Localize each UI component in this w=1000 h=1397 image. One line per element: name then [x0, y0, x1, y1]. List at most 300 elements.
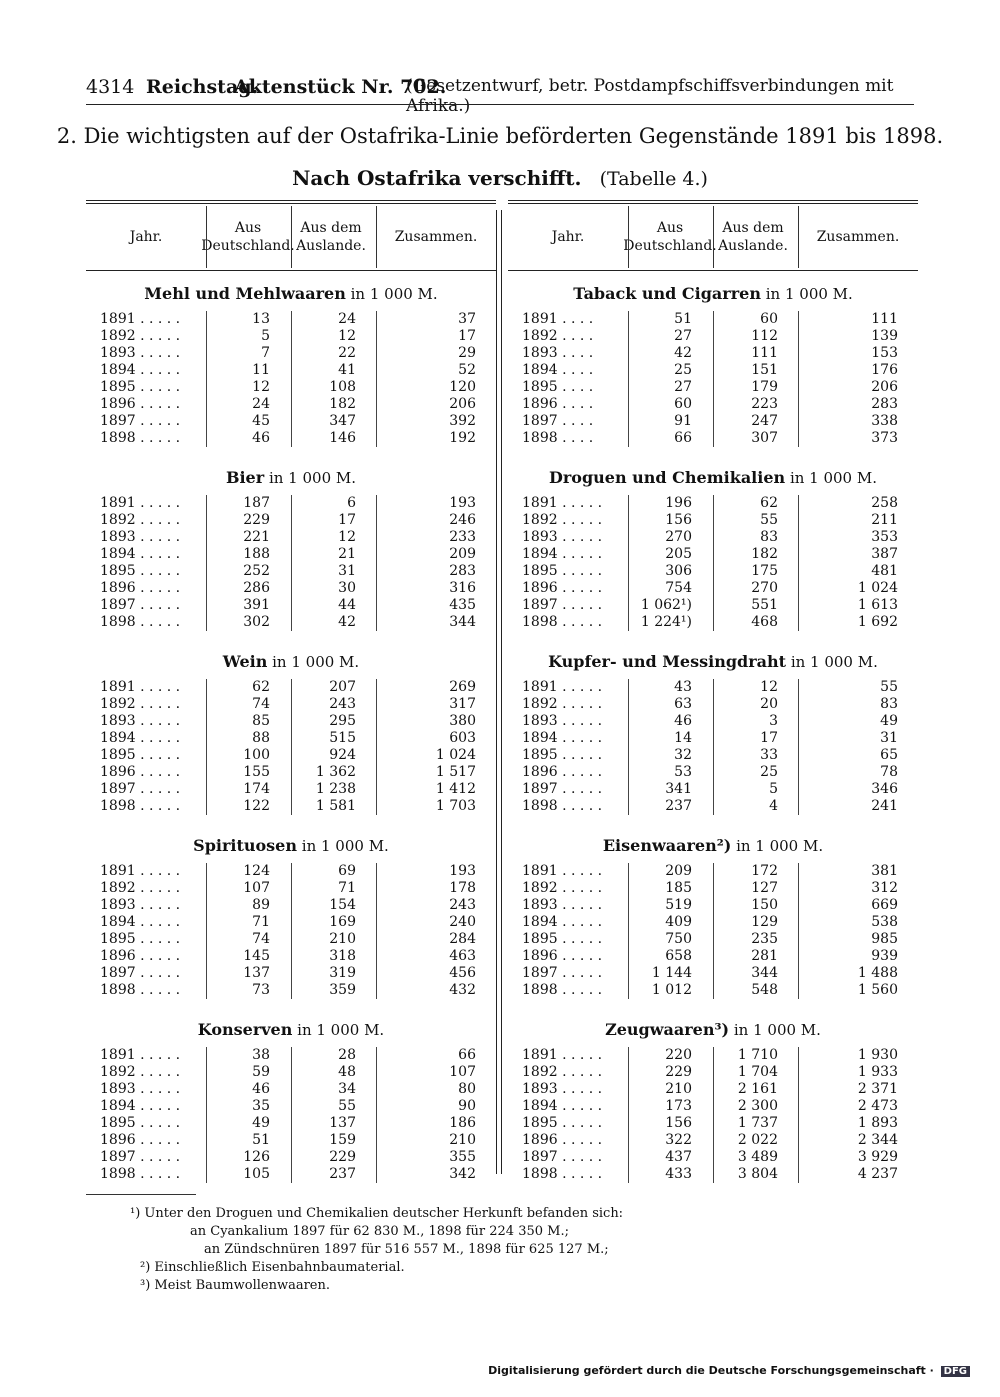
column-divider — [206, 863, 207, 999]
footnote-1b: an Zündschnüren 1897 für 516 557 M., 1898 für 625 127 M.; — [204, 1242, 609, 1257]
table-top-rule — [508, 200, 918, 201]
row-year: 1891 . . . . . — [100, 679, 181, 695]
value-zusammen: 37 — [458, 311, 476, 327]
row-year: 1894 . . . . — [522, 362, 594, 378]
value-aus-deutschland: 46 — [674, 713, 692, 729]
section-unit: in 1 000 M. — [765, 285, 853, 303]
value-aus-deutschland: 145 — [243, 948, 270, 964]
column-divider — [376, 311, 377, 447]
value-aus-deutschland: 437 — [665, 1149, 692, 1165]
value-aus-dem-auslande: 1 704 — [737, 1064, 778, 1080]
value-aus-deutschland: 205 — [665, 546, 692, 562]
row-year: 1898 . . . . . — [100, 1166, 181, 1182]
row-year: 1893 . . . . . — [100, 713, 181, 729]
value-aus-dem-auslande: 28 — [338, 1047, 356, 1063]
header-column-divider — [376, 206, 377, 268]
table-subtitle — [0, 166, 1000, 190]
value-aus-dem-auslande: 12 — [338, 328, 356, 344]
value-zusammen: 258 — [871, 495, 898, 511]
value-zusammen: 186 — [449, 1115, 476, 1131]
value-zusammen: 178 — [449, 880, 476, 896]
section-unit: in 1 000 M. — [301, 837, 389, 855]
value-aus-dem-auslande: 210 — [329, 931, 356, 947]
section-title — [508, 284, 918, 304]
column-divider — [713, 311, 714, 447]
value-aus-deutschland: 13 — [252, 311, 270, 327]
value-aus-dem-auslande: 137 — [329, 1115, 356, 1131]
column-divider — [628, 863, 629, 999]
row-year: 1897 . . . . — [522, 413, 594, 429]
value-aus-deutschland: 46 — [252, 430, 270, 446]
page-title: 2. Die wichtigsten auf der Ostafrika-Linie beförderten Gegenstände 1891 bis 1898. — [56, 124, 944, 148]
value-aus-dem-auslande: 344 — [751, 965, 778, 981]
header-reichstag: Reichstag. — [146, 76, 259, 98]
column-header-zusammen: Zusammen. — [394, 229, 478, 245]
section-title — [86, 284, 496, 304]
value-aus-deutschland: 63 — [674, 696, 692, 712]
section-unit: in 1 000 M. — [350, 285, 438, 303]
section-name: Mehl und Mehlwaaren — [144, 284, 346, 303]
row-year: 1894 . . . . . — [100, 546, 181, 562]
header-column-divider — [628, 206, 629, 268]
column-divider — [291, 679, 292, 815]
value-aus-deutschland: 433 — [665, 1166, 692, 1182]
column-divider — [798, 863, 799, 999]
value-zusammen: 355 — [449, 1149, 476, 1165]
footnote-1a: an Cyankalium 1897 für 62 830 M., 1898 für 224 350 M.; — [190, 1224, 569, 1239]
value-aus-dem-auslande: 71 — [338, 880, 356, 896]
value-zusammen: 2 473 — [857, 1098, 898, 1114]
value-zusammen: 1 893 — [857, 1115, 898, 1131]
row-year: 1895 . . . . . — [100, 931, 181, 947]
header-column-divider — [206, 206, 207, 268]
value-aus-dem-auslande: 159 — [329, 1132, 356, 1148]
row-year: 1892 . . . . . — [100, 880, 181, 896]
section-name: Bier — [225, 468, 265, 487]
row-year: 1897 . . . . . — [100, 1149, 181, 1165]
row-year: 1892 . . . . . — [522, 1064, 603, 1080]
value-aus-deutschland: 74 — [252, 696, 270, 712]
row-year: 1894 . . . . . — [522, 546, 603, 562]
value-zusammen: 1 703 — [435, 798, 476, 814]
row-year: 1891 . . . . . — [100, 1047, 181, 1063]
row-year: 1897 . . . . . — [522, 965, 603, 981]
value-aus-deutschland: 73 — [252, 982, 270, 998]
digitization-text: Digitalisierung gefördert durch die Deutsche Forschungsgemeinschaft · — [488, 1364, 934, 1377]
row-year: 1891 . . . . . — [522, 863, 603, 879]
value-zusammen: 49 — [880, 713, 898, 729]
section-name: Droguen und Chemikalien — [548, 468, 786, 487]
value-zusammen: 603 — [449, 730, 476, 746]
row-year: 1895 . . . . . — [100, 747, 181, 763]
column-divider — [376, 679, 377, 815]
row-year: 1891 . . . . . — [100, 863, 181, 879]
header-bottom-rule — [86, 270, 496, 271]
value-zusammen: 344 — [449, 614, 476, 630]
value-aus-dem-auslande: 41 — [338, 362, 356, 378]
header-column-divider — [291, 206, 292, 268]
value-aus-dem-auslande: 20 — [760, 696, 778, 712]
value-aus-dem-auslande: 1 581 — [315, 798, 356, 814]
value-zusammen: 283 — [449, 563, 476, 579]
value-zusammen: 1 412 — [435, 781, 476, 797]
column-divider — [798, 311, 799, 447]
value-aus-deutschland: 286 — [243, 580, 270, 596]
table-top-rule — [86, 200, 496, 201]
row-year: 1892 . . . . . — [522, 696, 603, 712]
value-aus-dem-auslande: 207 — [329, 679, 356, 695]
value-aus-deutschland: 107 — [243, 880, 270, 896]
value-aus-dem-auslande: 2 161 — [737, 1081, 778, 1097]
value-aus-dem-auslande: 55 — [760, 512, 778, 528]
row-year: 1896 . . . . . — [100, 948, 181, 964]
section-unit: in 1 000 M. — [268, 469, 357, 487]
value-aus-deutschland: 25 — [674, 362, 692, 378]
section-title — [86, 836, 496, 856]
value-aus-dem-auslande: 3 — [769, 713, 778, 729]
value-aus-dem-auslande: 270 — [751, 580, 778, 596]
column-divider — [376, 1047, 377, 1183]
section-name: Eisenwaaren²) — [602, 836, 732, 855]
value-aus-deutschland: 220 — [665, 1047, 692, 1063]
column-divider — [798, 495, 799, 631]
column-divider — [628, 679, 629, 815]
value-aus-deutschland: 1 224¹) — [640, 614, 692, 630]
column-header-aus-dem-auslande: Aus dem Auslande. — [718, 220, 788, 254]
row-year: 1898 . . . . — [522, 430, 594, 446]
section-name: Taback und Cigarren — [573, 284, 761, 303]
row-year: 1895 . . . . — [522, 379, 594, 395]
value-zusammen: 243 — [449, 897, 476, 913]
value-aus-dem-auslande: 22 — [338, 345, 356, 361]
value-aus-deutschland: 100 — [243, 747, 270, 763]
footnote-1: ¹) Unter den Droguen und Chemikalien deutscher Herkunft befanden sich: — [130, 1206, 624, 1221]
section-title — [86, 1020, 496, 1040]
value-aus-deutschland: 137 — [243, 965, 270, 981]
value-zusammen: 373 — [871, 430, 898, 446]
section-name: Kupfer- und Messingdraht — [548, 652, 787, 671]
row-year: 1897 . . . . . — [522, 1149, 603, 1165]
section-title — [508, 468, 918, 488]
value-zusammen: 1 692 — [857, 614, 898, 630]
row-year: 1894 . . . . . — [100, 1098, 181, 1114]
value-aus-deutschland: 38 — [252, 1047, 270, 1063]
value-aus-dem-auslande: 1 238 — [315, 781, 356, 797]
row-year: 1898 . . . . . — [522, 798, 603, 814]
value-aus-deutschland: 46 — [252, 1081, 270, 1097]
value-aus-deutschland: 322 — [665, 1132, 692, 1148]
row-year: 1893 . . . . . — [100, 1081, 181, 1097]
value-aus-deutschland: 66 — [674, 430, 692, 446]
row-year: 1892 . . . . . — [100, 328, 181, 344]
value-aus-dem-auslande: 924 — [329, 747, 356, 763]
value-aus-deutschland: 409 — [665, 914, 692, 930]
row-year: 1892 . . . . . — [100, 696, 181, 712]
value-aus-dem-auslande: 108 — [329, 379, 356, 395]
value-aus-dem-auslande: 2 022 — [737, 1132, 778, 1148]
row-year: 1896 . . . . . — [100, 580, 181, 596]
digitization-credit — [488, 1364, 970, 1377]
page-number: 4314 — [86, 76, 135, 98]
value-aus-deutschland: 24 — [252, 396, 270, 412]
header-column-divider — [713, 206, 714, 268]
value-aus-dem-auslande: 150 — [751, 897, 778, 913]
right-table — [508, 200, 918, 1184]
value-aus-dem-auslande: 175 — [751, 563, 778, 579]
value-aus-deutschland: 71 — [252, 914, 270, 930]
column-header-zusammen: Zusammen. — [816, 229, 900, 245]
value-aus-deutschland: 74 — [252, 931, 270, 947]
value-aus-dem-auslande: 318 — [329, 948, 356, 964]
value-aus-dem-auslande: 33 — [760, 747, 778, 763]
column-divider — [291, 1047, 292, 1183]
row-year: 1896 . . . . . — [522, 1132, 603, 1148]
column-header-jahr: Jahr. — [551, 229, 585, 245]
value-zusammen: 669 — [871, 897, 898, 913]
value-zusammen: 353 — [871, 529, 898, 545]
value-aus-dem-auslande: 1 362 — [315, 764, 356, 780]
value-zusammen: 107 — [449, 1064, 476, 1080]
value-aus-dem-auslande: 12 — [338, 529, 356, 545]
value-aus-dem-auslande: 235 — [751, 931, 778, 947]
value-aus-dem-auslande: 172 — [751, 863, 778, 879]
value-aus-deutschland: 49 — [252, 1115, 270, 1131]
value-aus-dem-auslande: 129 — [751, 914, 778, 930]
value-aus-deutschland: 27 — [674, 328, 692, 344]
value-aus-dem-auslande: 112 — [751, 328, 778, 344]
footnote-rule — [86, 1194, 196, 1195]
row-year: 1897 . . . . . — [100, 965, 181, 981]
value-zusammen: 435 — [449, 597, 476, 613]
value-aus-dem-auslande: 146 — [329, 430, 356, 446]
value-zusammen: 1 024 — [857, 580, 898, 596]
value-aus-deutschland: 156 — [665, 1115, 692, 1131]
row-year: 1891 . . . . . — [100, 311, 181, 327]
section-unit: in 1 000 M. — [733, 1021, 821, 1039]
column-divider — [206, 679, 207, 815]
value-aus-deutschland: 750 — [665, 931, 692, 947]
header-bottom-rule — [508, 270, 918, 271]
section-unit: in 1 000 M. — [272, 653, 360, 671]
row-year: 1893 . . . . . — [522, 529, 603, 545]
value-aus-deutschland: 126 — [243, 1149, 270, 1165]
column-divider — [291, 863, 292, 999]
value-zusammen: 4 237 — [857, 1166, 898, 1182]
value-zusammen: 80 — [458, 1081, 476, 1097]
value-aus-deutschland: 122 — [243, 798, 270, 814]
value-zusammen: 338 — [871, 413, 898, 429]
row-year: 1898 . . . . . — [522, 982, 603, 998]
value-aus-dem-auslande: 83 — [760, 529, 778, 545]
row-year: 1891 . . . . — [522, 311, 594, 327]
row-year: 1893 . . . . . — [100, 529, 181, 545]
value-zusammen: 269 — [449, 679, 476, 695]
value-aus-deutschland: 185 — [665, 880, 692, 896]
row-year: 1897 . . . . . — [522, 597, 603, 613]
row-year: 1893 . . . . . — [522, 713, 603, 729]
value-zusammen: 90 — [458, 1098, 476, 1114]
value-aus-deutschland: 88 — [252, 730, 270, 746]
section-title — [508, 836, 918, 856]
section-name: Zeugwaaren³) — [605, 1020, 730, 1039]
value-aus-dem-auslande: 111 — [751, 345, 778, 361]
value-aus-deutschland: 60 — [674, 396, 692, 412]
value-aus-dem-auslande: 551 — [751, 597, 778, 613]
value-aus-dem-auslande: 44 — [338, 597, 356, 613]
value-aus-deutschland: 7 — [261, 345, 270, 361]
value-aus-deutschland: 210 — [665, 1081, 692, 1097]
value-aus-deutschland: 519 — [665, 897, 692, 913]
value-zusammen: 538 — [871, 914, 898, 930]
value-aus-deutschland: 51 — [252, 1132, 270, 1148]
value-aus-dem-auslande: 307 — [751, 430, 778, 446]
row-year: 1895 . . . . . — [522, 563, 603, 579]
row-year: 1898 . . . . . — [100, 798, 181, 814]
value-aus-dem-auslande: 31 — [338, 563, 356, 579]
column-header-jahr: Jahr. — [129, 229, 163, 245]
value-aus-dem-auslande: 17 — [760, 730, 778, 746]
value-aus-deutschland: 252 — [243, 563, 270, 579]
subtitle-main: Nach Ostafrika verschifft. — [292, 166, 582, 190]
column-divider — [798, 679, 799, 815]
section-unit: in 1 000 M. — [736, 837, 824, 855]
value-aus-dem-auslande: 24 — [338, 311, 356, 327]
value-aus-dem-auslande: 319 — [329, 965, 356, 981]
value-aus-deutschland: 45 — [252, 413, 270, 429]
value-aus-deutschland: 229 — [243, 512, 270, 528]
row-year: 1893 . . . . . — [522, 897, 603, 913]
value-aus-deutschland: 391 — [243, 597, 270, 613]
row-year: 1891 . . . . . — [522, 495, 603, 511]
value-zusammen: 481 — [871, 563, 898, 579]
value-aus-deutschland: 53 — [674, 764, 692, 780]
column-divider — [376, 863, 377, 999]
value-aus-deutschland: 658 — [665, 948, 692, 964]
value-aus-deutschland: 59 — [252, 1064, 270, 1080]
row-year: 1895 . . . . . — [100, 563, 181, 579]
value-aus-dem-auslande: 151 — [751, 362, 778, 378]
value-aus-deutschland: 187 — [243, 495, 270, 511]
value-aus-dem-auslande: 359 — [329, 982, 356, 998]
value-zusammen: 52 — [458, 362, 476, 378]
dfg-logo: DFG — [941, 1366, 970, 1377]
value-zusammen: 1 613 — [857, 597, 898, 613]
value-aus-dem-auslande: 48 — [338, 1064, 356, 1080]
column-divider — [713, 679, 714, 815]
value-aus-dem-auslande: 4 — [769, 798, 778, 814]
value-zusammen: 209 — [449, 546, 476, 562]
value-aus-dem-auslande: 1 710 — [737, 1047, 778, 1063]
column-header-aus-deutschland: Aus Deutschland. — [623, 220, 717, 254]
row-year: 1897 . . . . . — [100, 597, 181, 613]
value-aus-deutschland: 209 — [665, 863, 692, 879]
row-year: 1896 . . . . . — [522, 764, 603, 780]
table-top-rule-2 — [86, 203, 496, 204]
value-aus-dem-auslande: 295 — [329, 713, 356, 729]
value-zusammen: 55 — [880, 679, 898, 695]
value-zusammen: 342 — [449, 1166, 476, 1182]
value-zusammen: 210 — [449, 1132, 476, 1148]
row-year: 1896 . . . . . — [100, 396, 181, 412]
value-aus-dem-auslande: 243 — [329, 696, 356, 712]
section-name: Wein — [222, 652, 268, 671]
value-aus-deutschland: 229 — [665, 1064, 692, 1080]
row-year: 1895 . . . . . — [522, 931, 603, 947]
value-aus-dem-auslande: 223 — [751, 396, 778, 412]
value-aus-deutschland: 270 — [665, 529, 692, 545]
section-name: Konserven — [197, 1020, 293, 1039]
row-year: 1893 . . . . . — [100, 897, 181, 913]
value-aus-deutschland: 155 — [243, 764, 270, 780]
value-zusammen: 317 — [449, 696, 476, 712]
section-title — [508, 1020, 918, 1040]
value-zusammen: 111 — [871, 311, 898, 327]
value-aus-deutschland: 27 — [674, 379, 692, 395]
row-year: 1897 . . . . . — [522, 781, 603, 797]
column-divider — [291, 495, 292, 631]
value-aus-deutschland: 237 — [665, 798, 692, 814]
row-year: 1895 . . . . . — [522, 747, 603, 763]
column-divider — [713, 863, 714, 999]
value-aus-dem-auslande: 237 — [329, 1166, 356, 1182]
header-rule — [86, 104, 914, 105]
value-zusammen: 233 — [449, 529, 476, 545]
value-zusammen: 65 — [880, 747, 898, 763]
column-divider — [206, 495, 207, 631]
value-zusammen: 380 — [449, 713, 476, 729]
value-aus-dem-auslande: 548 — [751, 982, 778, 998]
value-aus-dem-auslande: 182 — [751, 546, 778, 562]
value-aus-deutschland: 306 — [665, 563, 692, 579]
row-year: 1896 . . . . — [522, 396, 594, 412]
value-aus-deutschland: 1 144 — [651, 965, 692, 981]
value-zusammen: 939 — [871, 948, 898, 964]
value-zusammen: 985 — [871, 931, 898, 947]
value-aus-dem-auslande: 169 — [329, 914, 356, 930]
value-zusammen: 316 — [449, 580, 476, 596]
value-aus-dem-auslande: 182 — [329, 396, 356, 412]
value-aus-deutschland: 1 062¹) — [640, 597, 692, 613]
row-year: 1891 . . . . . — [100, 495, 181, 511]
row-year: 1894 . . . . . — [522, 730, 603, 746]
section-title — [86, 652, 496, 672]
row-year: 1892 . . . . . — [522, 880, 603, 896]
row-year: 1892 . . . . . — [522, 512, 603, 528]
row-year: 1894 . . . . . — [522, 914, 603, 930]
value-aus-deutschland: 1 012 — [651, 982, 692, 998]
column-header-row — [508, 206, 918, 268]
row-year: 1896 . . . . . — [522, 948, 603, 964]
value-aus-deutschland: 91 — [674, 413, 692, 429]
value-zusammen: 66 — [458, 1047, 476, 1063]
row-year: 1893 . . . . . — [100, 345, 181, 361]
value-aus-deutschland: 35 — [252, 1098, 270, 1114]
column-divider — [206, 311, 207, 447]
value-aus-dem-auslande: 34 — [338, 1081, 356, 1097]
value-zusammen: 241 — [871, 798, 898, 814]
value-aus-dem-auslande: 347 — [329, 413, 356, 429]
column-divider — [713, 495, 714, 631]
value-zusammen: 120 — [449, 379, 476, 395]
column-divider — [291, 311, 292, 447]
value-aus-deutschland: 173 — [665, 1098, 692, 1114]
column-header-aus-dem-auslande: Aus dem Auslande. — [296, 220, 366, 254]
value-zusammen: 139 — [871, 328, 898, 344]
value-zusammen: 193 — [449, 863, 476, 879]
value-zusammen: 381 — [871, 863, 898, 879]
value-aus-deutschland: 196 — [665, 495, 692, 511]
value-aus-deutschland: 221 — [243, 529, 270, 545]
